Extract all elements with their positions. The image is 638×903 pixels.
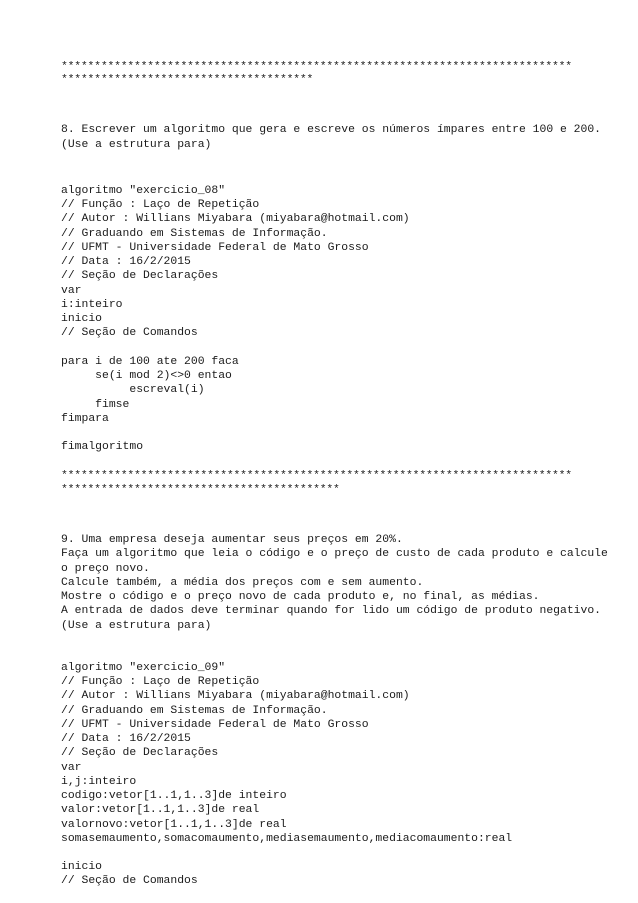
code-line: // Seção de Declarações <box>61 270 219 282</box>
exercise-9-statement: Calcule também, a média dos preços com e sem aumento. <box>61 577 424 589</box>
exercise-9-statement: A entrada de dados deve terminar quando for lido um código de produto negativo. <box>61 605 602 617</box>
code-line: // Seção de Declarações <box>61 747 219 759</box>
separator-line: ************************************** <box>61 74 314 86</box>
code-line: inicio <box>61 861 103 873</box>
code-line: // Função : Laço de Repetição <box>61 199 260 211</box>
code-line: escreval(i) <box>61 384 205 396</box>
code-line: // Graduando em Sistemas de Informação. <box>61 228 328 240</box>
exercise-8-statement: (Use a estrutura para) <box>61 139 212 151</box>
code-line: fimse <box>61 399 130 411</box>
code-line: inicio <box>61 313 103 325</box>
code-line: somasemaumento,somacomaumento,mediasemaumento,mediacomaumento:real <box>61 833 513 845</box>
code-line: // Graduando em Sistemas de Informação. <box>61 705 328 717</box>
code-line: // Seção de Comandos <box>61 875 198 887</box>
code-line: // Autor : Willians Miyabara (miyabara@hotmail.com) <box>61 213 410 225</box>
code-line: fimalgoritmo <box>61 441 144 453</box>
code-line: var <box>61 285 82 297</box>
exercise-9-statement: (Use a estrutura para) <box>61 620 212 632</box>
code-line: i,j:inteiro <box>61 776 137 788</box>
exercise-9-statement: Faça um algoritmo que leia o código e o preço de custo de cada produto e calcule <box>61 548 608 560</box>
separator-line: ****************************************** <box>61 484 340 496</box>
code-line: // Função : Laço de Repetição <box>61 676 260 688</box>
exercise-9-statement: Mostre o código e o preço novo de cada produto e, no final, as médias. <box>61 591 540 603</box>
code-line: fimpara <box>61 413 109 425</box>
code-line: // UFMT - Universidade Federal de Mato Grosso <box>61 242 369 254</box>
exercise-9-statement: o preço novo. <box>61 563 150 575</box>
code-line: para i de 100 ate 200 faca <box>61 356 239 368</box>
code-line: algoritmo "exercicio_09" <box>61 662 226 674</box>
code-line: // Seção de Comandos <box>61 327 198 339</box>
code-line: // Data : 16/2/2015 <box>61 256 191 268</box>
code-line: codigo:vetor[1..1,1..3]de inteiro <box>61 790 287 802</box>
exercise-8-statement: 8. Escrever um algoritmo que gera e escreve os números ímpares entre 100 e 200. <box>61 124 602 136</box>
separator-line: ***************************************************************************** <box>61 470 572 482</box>
code-line: se(i mod 2)<>0 entao <box>61 370 232 382</box>
code-line: algoritmo "exercicio_08" <box>61 185 226 197</box>
code-line: // Autor : Willians Miyabara (miyabara@hotmail.com) <box>61 690 410 702</box>
code-line: valornovo:vetor[1..1,1..3]de real <box>61 819 287 831</box>
code-line: // UFMT - Universidade Federal de Mato Grosso <box>61 719 369 731</box>
code-line: valor:vetor[1..1,1..3]de real <box>61 804 260 816</box>
code-line: i:inteiro <box>61 299 123 311</box>
separator-line: ***************************************************************************** <box>61 61 572 73</box>
code-line: var <box>61 762 82 774</box>
code-line: // Data : 16/2/2015 <box>61 733 191 745</box>
exercise-9-statement: 9. Uma empresa deseja aumentar seus preços em 20%. <box>61 534 403 546</box>
